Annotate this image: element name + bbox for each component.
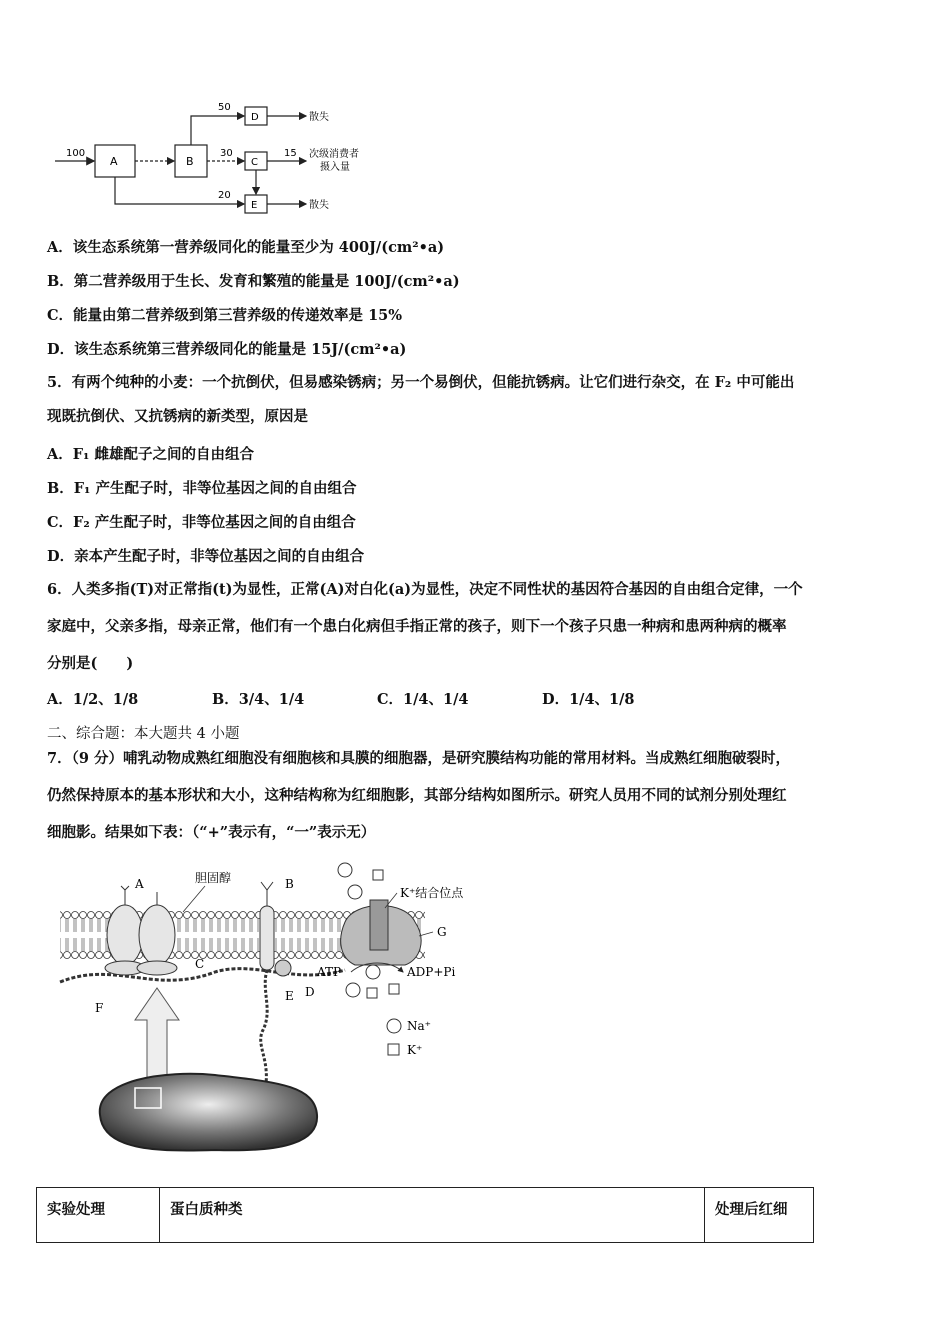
q5-stem bbox=[47, 364, 907, 433]
k-site-label: K⁺结合位点 bbox=[400, 886, 464, 900]
q5-option-b: B．F₁ 产生配子时，非等位基因之间的自由组合 bbox=[47, 480, 357, 497]
table-header-row bbox=[37, 1188, 814, 1243]
rbc-shape bbox=[100, 1074, 317, 1151]
edge-in-a: 100 bbox=[66, 148, 86, 159]
atp-label: ATP bbox=[317, 965, 342, 979]
q5-stem-line2: 现既抗倒伏、又抗锈病的新类型，原因是 bbox=[47, 408, 308, 425]
q6-stem-line3: 分别是( ) bbox=[47, 655, 134, 672]
legend-na-label: Na⁺ bbox=[407, 1019, 431, 1033]
edge-b-d: 50 bbox=[218, 102, 231, 113]
protein-b bbox=[260, 906, 274, 970]
consumer-label-1: 次级消费者 bbox=[309, 149, 359, 160]
legend-k-symbol bbox=[388, 1044, 399, 1055]
edge-c-out: 15 bbox=[284, 148, 297, 159]
col-protein: 蛋白质种类 bbox=[160, 1188, 705, 1243]
label-b: B bbox=[285, 877, 294, 891]
q7-stem bbox=[47, 740, 907, 851]
q6-stem-line1: 6．人类多指(T)对正常指(t)为显性，正常(A)对白化(a)为显性，决定不同性状的基因符合基因的自由组合定律，一个 bbox=[47, 581, 803, 598]
q6-stem bbox=[47, 571, 907, 682]
q4-option-a: A．该生态系统第一营养级同化的能量至少为 400J/(cm²•a) bbox=[47, 239, 445, 256]
cholesterol-label: 胆固醇 bbox=[195, 871, 232, 885]
adp-label: ADP+Pi bbox=[407, 965, 456, 979]
node-b-label: B bbox=[186, 155, 194, 168]
q6-stem-line2: 家庭中，父亲多指，母亲正常，他们有一个患白化病但手指正常的孩子，则下一个孩子只患一种病和患两种病的概率 bbox=[47, 618, 787, 635]
q4-option-b: B．第二营养级用于生长、发育和繁殖的能量是 100J/(cm²•a) bbox=[47, 273, 460, 290]
label-f: F bbox=[95, 1001, 104, 1015]
protein-a-left bbox=[107, 905, 143, 965]
legend-k-label: K⁺ bbox=[407, 1043, 423, 1057]
protein-a-right bbox=[139, 905, 175, 965]
q6-option-a: A．1/2、1/8 bbox=[47, 691, 139, 708]
energy-flow-diagram bbox=[50, 95, 390, 220]
node-e-label: E bbox=[251, 200, 258, 211]
arrow-b-d bbox=[191, 116, 244, 145]
q7-line3: 细胞影。结果如下表：（“+”表示有，“一”表示无） bbox=[47, 824, 376, 841]
loss-d-label: 散失 bbox=[309, 112, 329, 123]
node-c-label: C bbox=[251, 157, 258, 168]
consumer-label-2: 摄入量 bbox=[320, 162, 350, 173]
experiment-table bbox=[36, 1187, 814, 1243]
label-d: D bbox=[305, 985, 315, 999]
label-e: E bbox=[285, 989, 294, 1003]
legend-na-symbol bbox=[387, 1019, 401, 1033]
q6-option-b: B．3/4、1/4 bbox=[212, 691, 305, 708]
node-d-label: D bbox=[251, 112, 259, 123]
q6-option-d: D．1/4、1/8 bbox=[542, 691, 635, 708]
label-g: G bbox=[437, 925, 447, 939]
q5-option-a: A．F₁ 雌雄配子之间的自由组合 bbox=[47, 446, 254, 463]
label-a: A bbox=[135, 877, 144, 891]
q7-line2: 仍然保持原本的基本形状和大小，这种结构称为红细胞影，其部分结构如图所示。研究人员用不同的试剂分别处理红 bbox=[47, 787, 787, 804]
col-result: 处理后红细 bbox=[705, 1188, 814, 1243]
q4-option-d: D．该生态系统第三营养级同化的能量是 15J/(cm²•a) bbox=[47, 341, 407, 358]
q5-stem-line1: 5．有两个纯种的小麦：一个抗倒伏，但易感染锈病；另一个易倒伏，但能抗锈病。让它们进行杂交，在 F₂ 中可能出 bbox=[47, 374, 795, 391]
q4-option-c: C．能量由第二营养级到第三营养级的传递效率是 15% bbox=[47, 307, 403, 324]
edge-a-e: 20 bbox=[218, 190, 231, 201]
edge-b-c: 30 bbox=[220, 148, 233, 159]
q6-option-c: C．1/4、1/4 bbox=[377, 691, 469, 708]
col-treatment: 实验处理 bbox=[37, 1188, 160, 1243]
membrane-figure bbox=[55, 860, 505, 1165]
section2-title: 二、综合题：本大题共 4 小题 bbox=[47, 726, 240, 742]
loss-e-label: 散失 bbox=[309, 200, 329, 211]
q5-option-d: D．亲本产生配子时，非等位基因之间的自由组合 bbox=[47, 548, 365, 565]
q5-option-c: C．F₂ 产生配子时，非等位基因之间的自由组合 bbox=[47, 514, 356, 531]
q7-line1: 7．（9 分）哺乳动物成熟红细胞没有细胞核和具膜的细胞器，是研究膜结构功能的常用材料。当成熟红细胞破裂时， bbox=[47, 750, 790, 767]
chain-e bbox=[261, 970, 267, 1090]
node-a-label: A bbox=[110, 155, 118, 168]
label-c: C bbox=[195, 957, 205, 971]
